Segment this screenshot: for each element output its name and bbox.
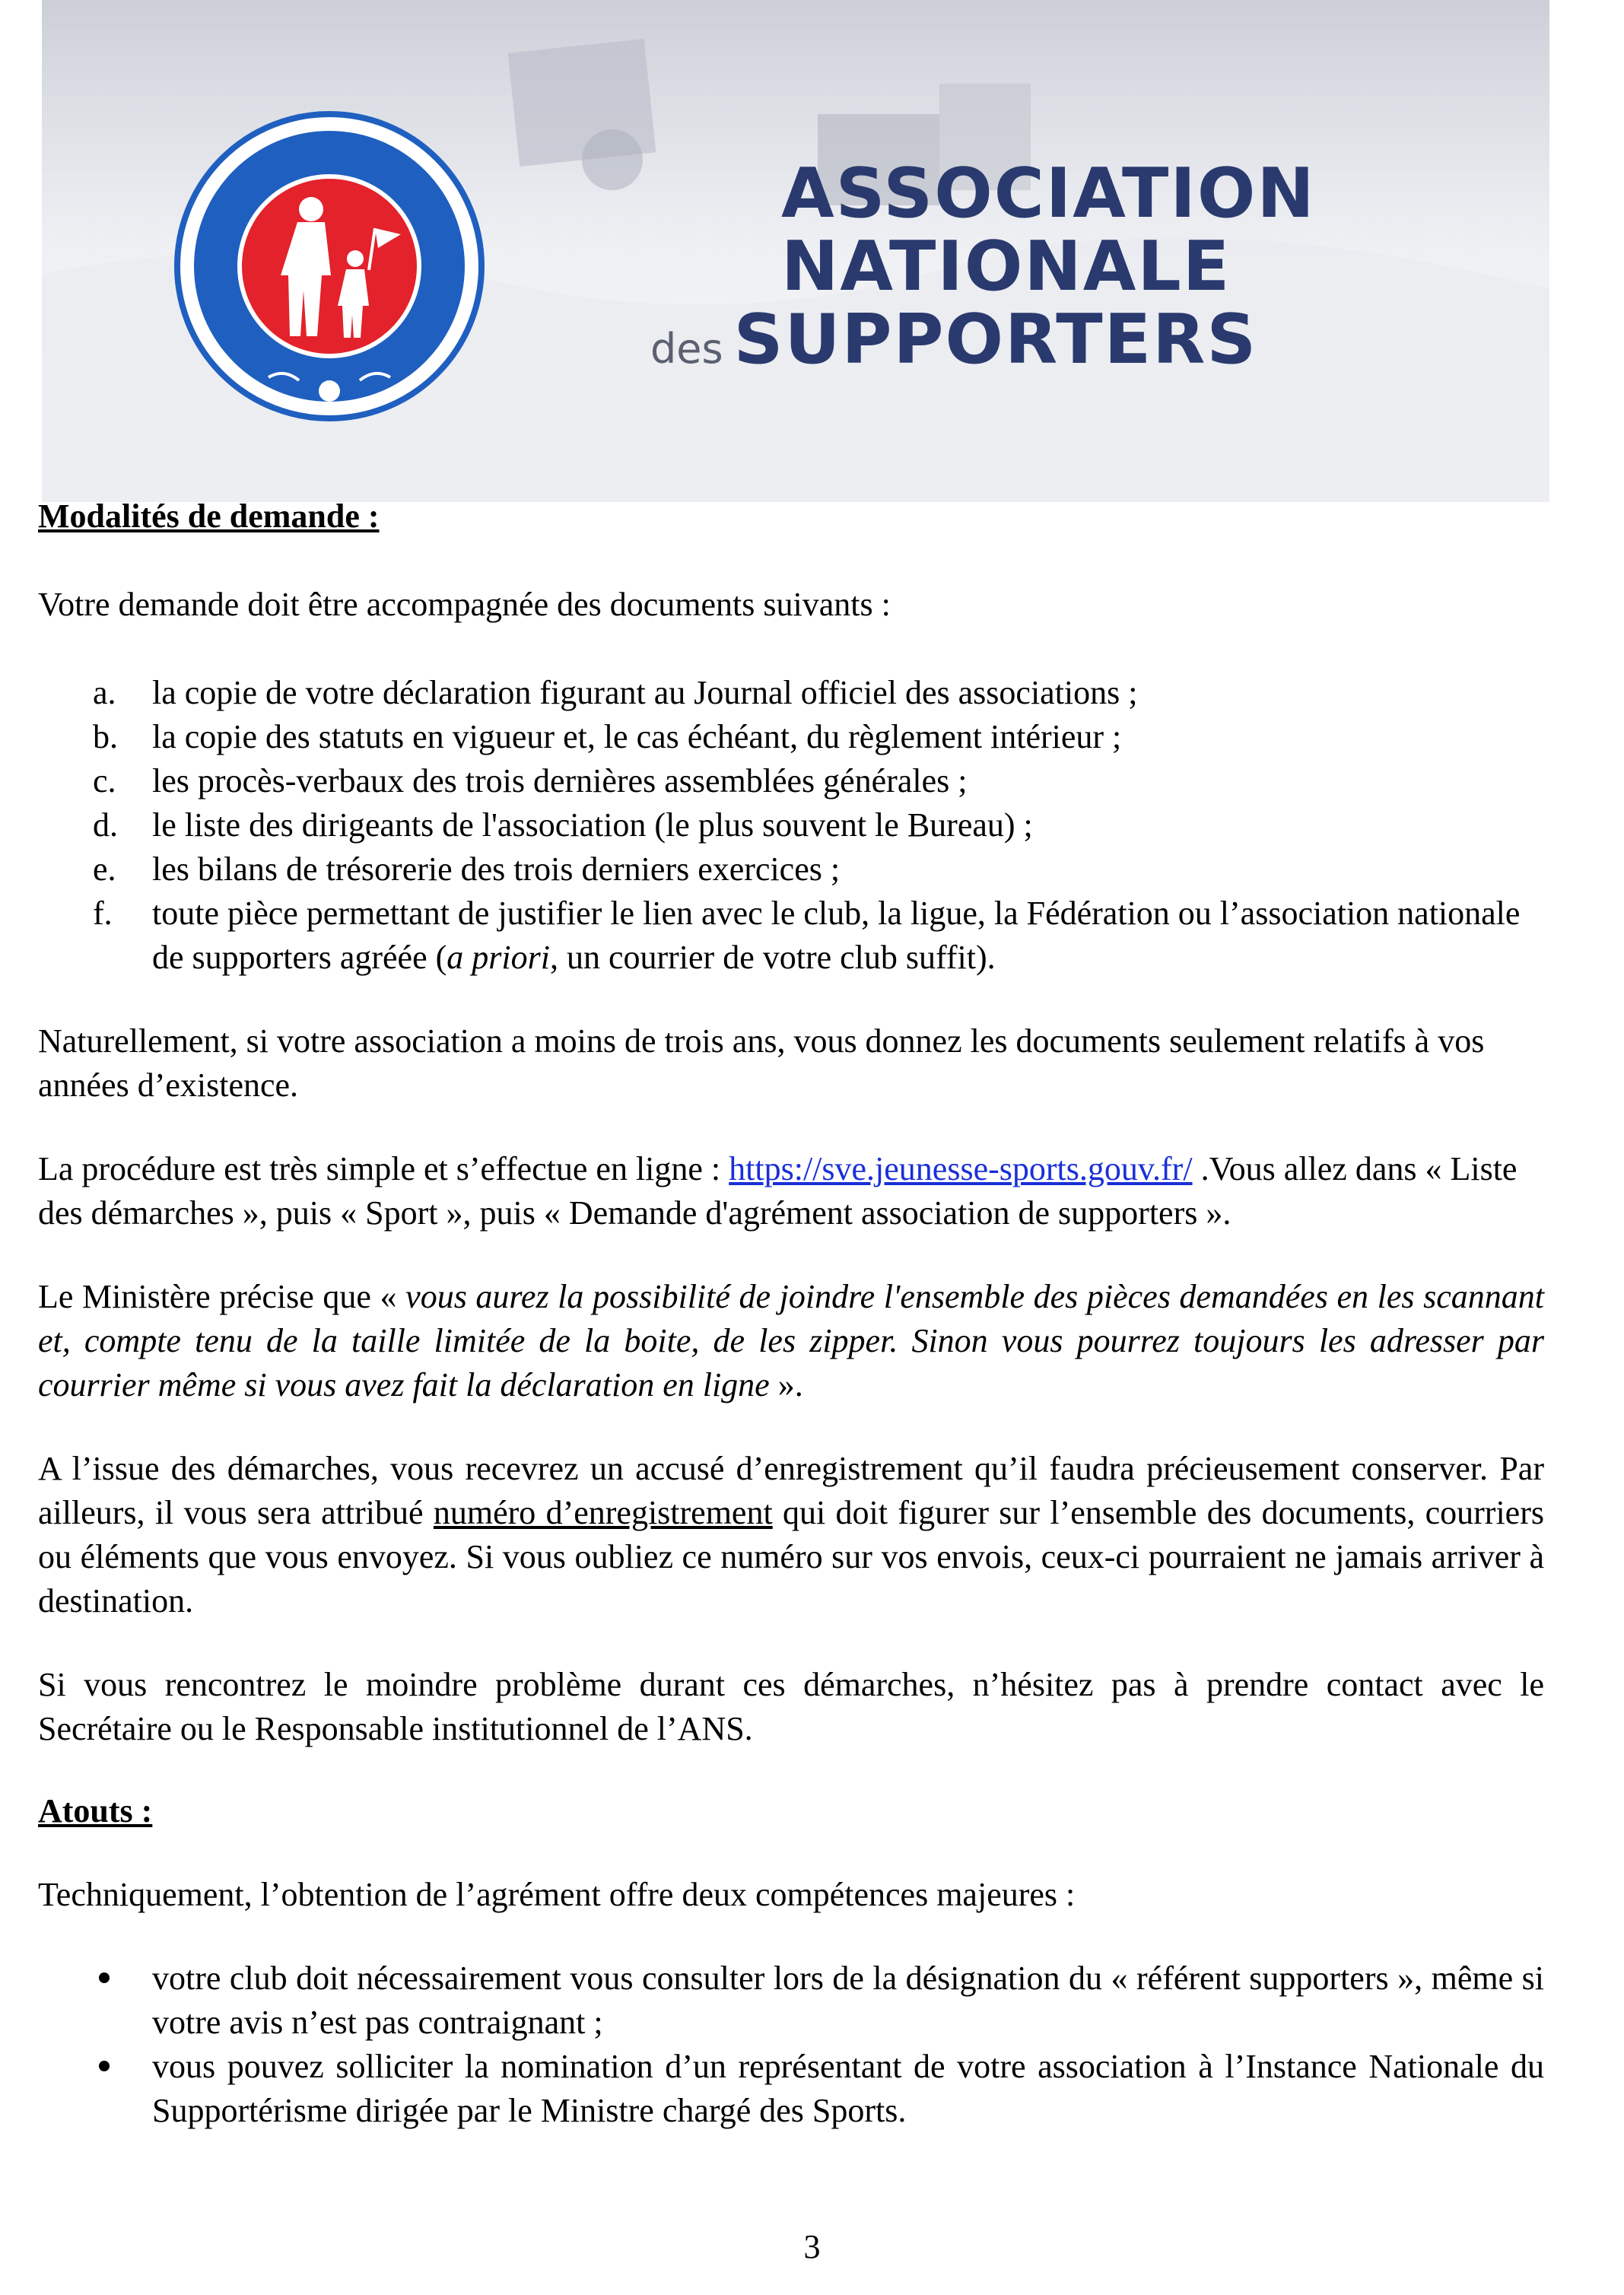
list-item: vous pouvez solliciter la nomination d’un représentant de votre association à l’Instance Nationale du Supportérisme dirigée par le Ministre chargé des Sports. — [38, 2045, 1544, 2133]
brand-line-2: NATIONALE — [781, 227, 1232, 307]
atouts-list — [38, 1956, 1544, 2133]
paragraph-contact: Si vous rencontrez le moindre problème durant ces démarches, n’hésitez pas à prendre contact avec le Secrétaire ou le Responsable institutionnel de l’ANS. — [38, 1666, 1544, 1747]
list-item: d. le liste des dirigeants de l'association (le plus souvent le Bureau) ; — [93, 806, 1033, 844]
list-item: votre club doit nécessairement vous consulter lors de la désignation du « référent supporters », même si votre avis n’est pas contraignant ; — [38, 1956, 1544, 2045]
brand-des: des — [650, 325, 723, 373]
section-heading-modalites: Modalités de demande : — [38, 497, 380, 535]
brand-line-1: ASSOCIATION — [781, 154, 1316, 234]
document-body — [38, 494, 1544, 2133]
paragraph-issue-demarches: A l’issue des démarches, vous recevrez un accusé d’enregistrement qu’il faudra précieusement conserver. Par ailleurs, il vous sera attribué numéro d’enregistrement qui doit figurer sur l’ensemble des documents, courriers ou éléments que vous envoyez. Si vous oubliez ce numéro sur vos envois, ceux-ci pourraient ne jamais arriver à destination. — [38, 1450, 1544, 1620]
list-item: e. les bilans de trésorerie des trois derniers exercices ; — [93, 850, 841, 888]
brand-wordmark — [650, 154, 1316, 380]
association-logo — [170, 106, 489, 426]
paragraph-intro-atouts: Techniquement, l’obtention de l’agrément offre deux compétences majeures : — [38, 1876, 1076, 1913]
paragraph-ministere: Le Ministère précise que « vous aurez la possibilité de joindre l'ensemble des pièces demandées en les scannant et, compte tenu de la taille limitée de la boite, de les zipper. Sinon vous pourrez toujours les adresser par courrier même si vous avez fait la déclaration en ligne ». — [38, 1278, 1545, 1403]
list-item: a. la copie de votre déclaration figurant au Journal officiel des associations ; — [93, 674, 1138, 711]
page-number: 3 — [803, 2228, 821, 2265]
header-banner — [42, 0, 1549, 502]
paragraph-intro-documents: Votre demande doit être accompagnée des documents suivants : — [38, 586, 891, 623]
paragraph-procedure: La procédure est très simple et s’effectue en ligne : https://sve.jeunesse-sports.gouv.fr/ .Vous allez dans « Liste des démarches », puis « Sport », puis « Demande d'agrément association de supporters ». — [38, 1150, 1518, 1232]
paragraph-naturellement: Naturellement, si votre association a moins de trois ans, vous donnez les documents seulement relatifs à vos années d’existence. — [38, 1022, 1485, 1104]
brand-line-3: SUPPORTERS — [733, 300, 1258, 380]
section-heading-atouts: Atouts : — [38, 1792, 153, 1829]
list-item: c. les procès-verbaux des trois dernières assemblées générales ; — [93, 762, 968, 799]
sve-link[interactable]: https://sve.jeunesse-sports.gouv.fr/ — [729, 1150, 1193, 1187]
list-item: b. la copie des statuts en vigueur et, le cas échéant, du règlement intérieur ; — [93, 718, 1122, 755]
documents-list — [38, 671, 1544, 980]
list-item: f. toute pièce permettant de justifier le lien avec le club, la ligue, la Fédération ou l’association nationale de supporters agréée (a priori, un courrier de votre club suffit). — [93, 895, 1521, 976]
